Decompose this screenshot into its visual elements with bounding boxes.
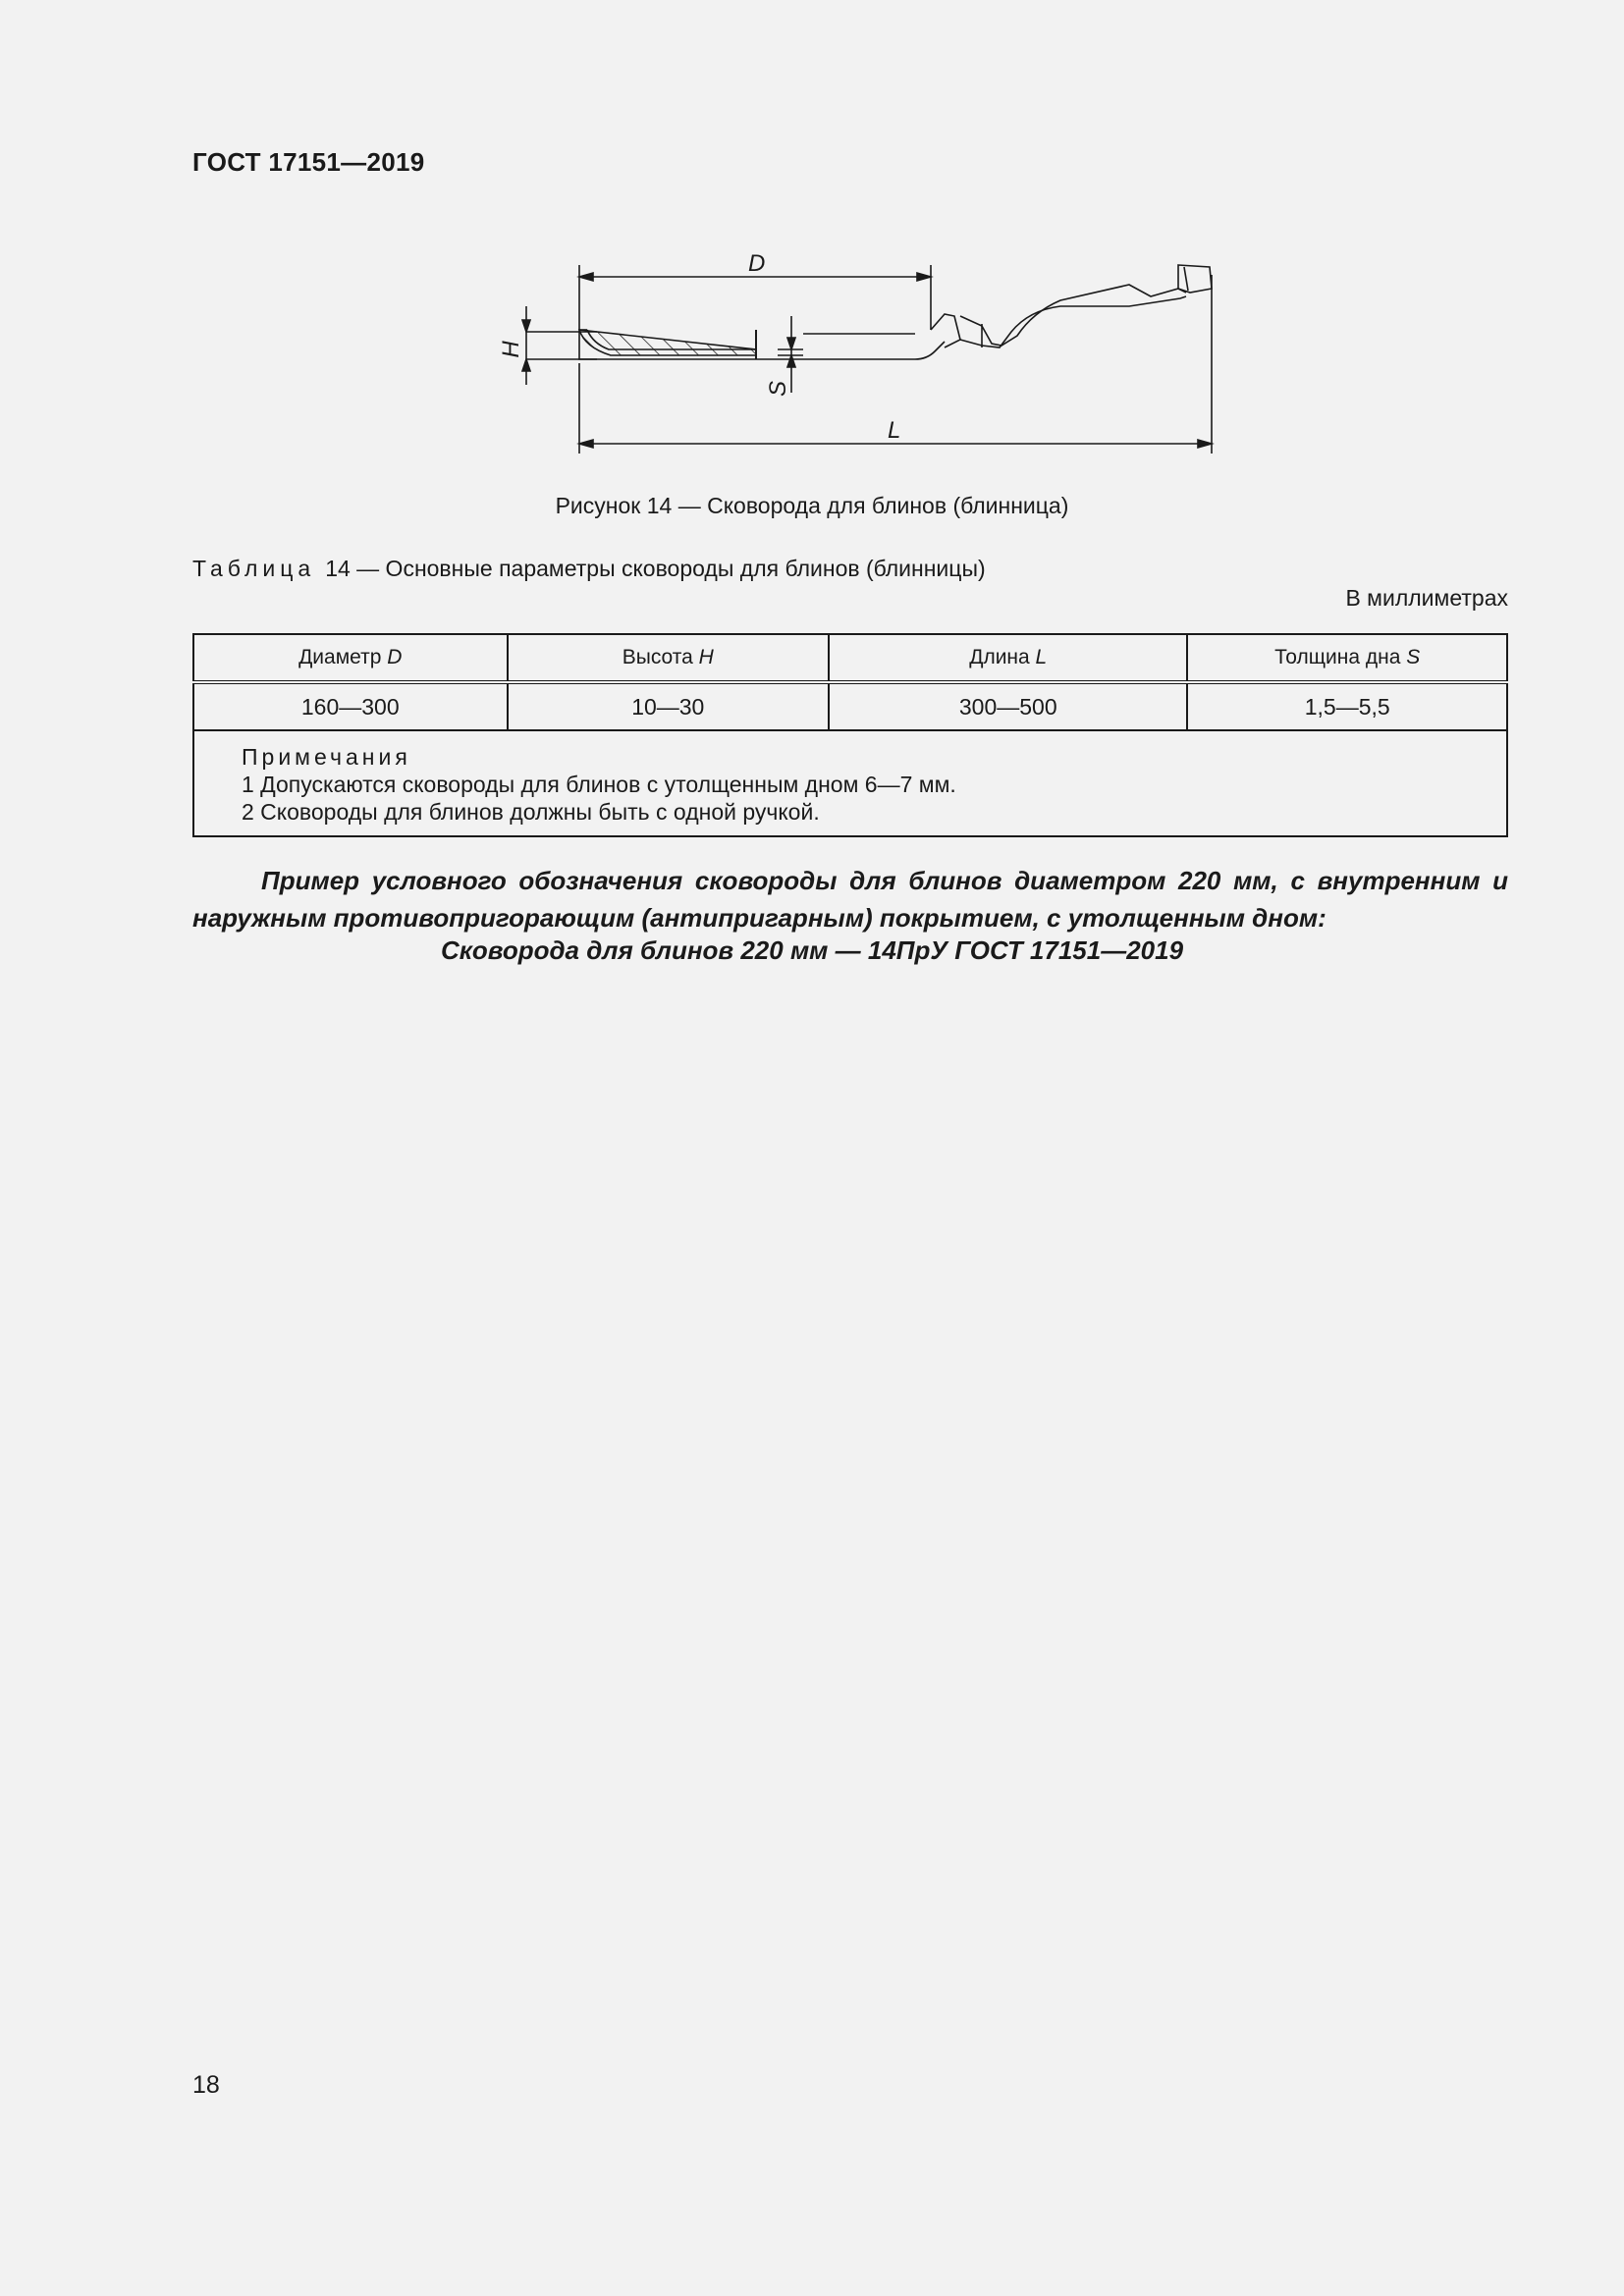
table-units: В миллиметрах [1345, 585, 1508, 611]
note-item: 2 Сковороды для блинов должны быть с одной ручкой. [242, 799, 820, 825]
header-height: Высота H [508, 634, 830, 682]
note-item: 1 Допускаются сковороды для блинов с утолщенным дном 6—7 мм. [242, 772, 956, 797]
dimension-label-s: S [765, 380, 791, 398]
header-diameter: Диаметр D [193, 634, 508, 682]
table-title [192, 556, 986, 582]
header-length: Длина L [829, 634, 1187, 682]
example-paragraph: Пример условного обозначения сковороды для блинов диаметром 220 мм, с внутренним и наружным противопригорающим (антипригарным) покрытием, с утолщенным дном: [192, 866, 1508, 933]
cell-length: 300—500 [829, 682, 1187, 730]
designation-example: Сковорода для блинов 220 мм — 14ПрУ ГОСТ 17151—2019 [440, 935, 1184, 965]
table-notes [193, 730, 1507, 836]
dimension-label-l: L [888, 417, 901, 444]
cell-height: 10—30 [508, 682, 830, 730]
table-row [193, 682, 1507, 730]
dimension-label-h: H [498, 341, 524, 358]
figure-caption: Рисунок 14 — Сковорода для блинов (блинница) [555, 493, 1069, 518]
table-header-row [193, 634, 1507, 682]
table-notes-row [193, 730, 1507, 836]
dimension-label-d: D [748, 250, 766, 277]
table-title-text: 14 — Основные параметры сковороды для блинов (блинницы) [325, 556, 986, 581]
table-title-prefix: Таблица [192, 556, 316, 581]
cell-diameter: 160—300 [193, 682, 508, 730]
document-code-header: ГОСТ 17151—2019 [192, 147, 425, 177]
parameters-table [192, 633, 1508, 837]
cell-bottom-thickness: 1,5—5,5 [1187, 682, 1507, 730]
header-bottom-thickness: Толщина дна S [1187, 634, 1507, 682]
page-number: 18 [192, 2071, 220, 2099]
designation-example-text [192, 862, 1508, 936]
pancake-pan-drawing [491, 245, 1237, 471]
notes-title: Примечания [242, 744, 411, 770]
pan-drawing-figure [491, 245, 1237, 471]
